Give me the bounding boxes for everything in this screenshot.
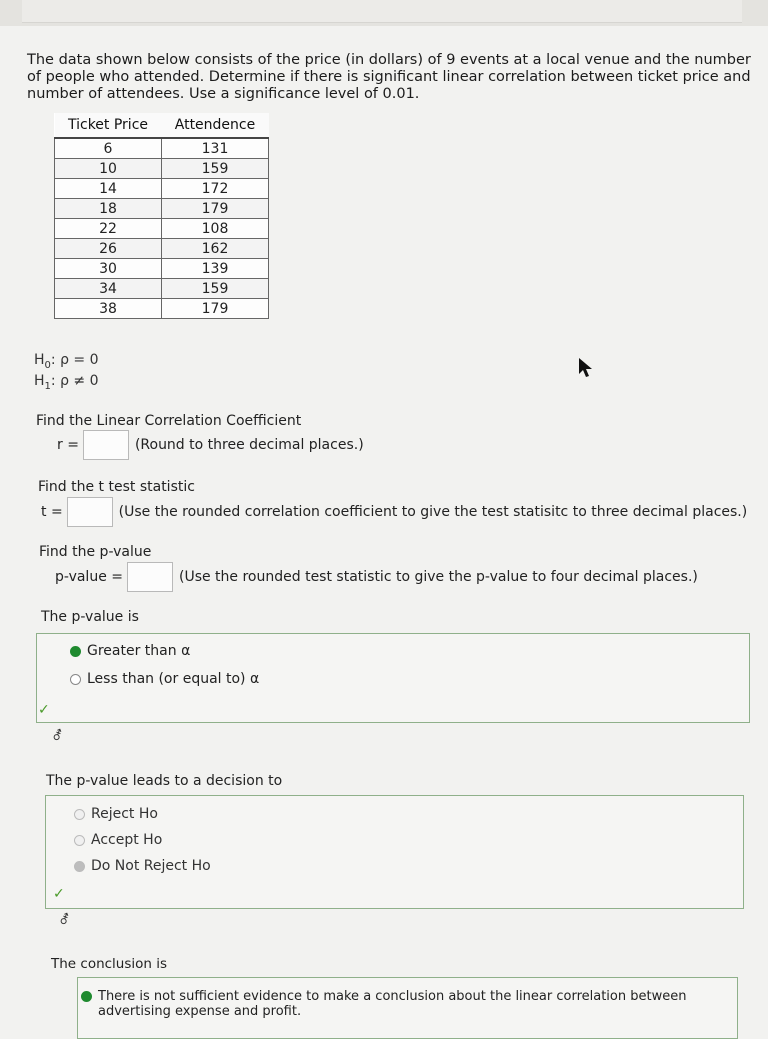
compare-title: The p-value is xyxy=(41,609,139,625)
p-title: Find the p-value xyxy=(39,544,152,560)
alt-hypothesis: $H_1$: ρ ≠ 0 xyxy=(34,373,99,392)
price-cell: 14 xyxy=(55,179,162,199)
price-cell: 34 xyxy=(55,279,162,299)
t-label: t = xyxy=(41,504,63,520)
table-row xyxy=(55,199,269,219)
table-row xyxy=(55,219,269,239)
table-row xyxy=(55,259,269,279)
t-hint: (Use the rounded correlation coefficient to give the test statisitc to three decimal places.) xyxy=(118,504,748,520)
option-accept-ho[interactable]: Accept Ho xyxy=(74,832,162,848)
option-less-than[interactable]: Less than (or equal to) α xyxy=(70,671,259,687)
check-icon: ✓ xyxy=(38,702,50,718)
attendance-cell: 162 xyxy=(162,239,269,259)
decision-title: The p-value leads to a decision to xyxy=(46,773,283,789)
table-row xyxy=(55,138,269,159)
price-cell: 26 xyxy=(55,239,162,259)
question-text: The data shown below consists of the price (in dollars) of 9 events at a local venue and the number of people who attended. Determine if there is significant linear correlation between ticket price and number of attendees. Use a significance level of 0.01. xyxy=(27,52,751,102)
conclusion-option[interactable]: There is not sufficient evidence to make a conclusion about the linear correlation between advertising expense and profit. xyxy=(81,989,721,1019)
conclusion-title: The conclusion is xyxy=(51,956,168,972)
r-label: r = xyxy=(57,437,79,453)
top-bar xyxy=(0,0,768,26)
attendance-cell: 108 xyxy=(162,219,269,239)
attendance-cell: 139 xyxy=(162,259,269,279)
option-do-not-reject-ho[interactable]: Do Not Reject Ho xyxy=(74,858,211,874)
t-title: Find the t test statistic xyxy=(38,479,195,495)
p-hint: (Use the rounded test statistic to give the p-value to four decimal places.) xyxy=(178,569,698,585)
r-answer-row xyxy=(57,430,364,460)
price-cell: 6 xyxy=(55,138,162,159)
r-input[interactable] xyxy=(83,430,129,460)
attendance-cell: 159 xyxy=(162,159,269,179)
gender-icon: ⚦ xyxy=(59,913,70,928)
r-hint: (Round to three decimal places.) xyxy=(134,437,364,453)
p-answer-row xyxy=(55,562,698,592)
price-cell: 22 xyxy=(55,219,162,239)
table-row xyxy=(55,179,269,199)
attendance-cell: 179 xyxy=(162,199,269,219)
table-row xyxy=(55,299,269,319)
option-greater-than[interactable]: Greater than α xyxy=(70,643,190,659)
attendance-cell: 172 xyxy=(162,179,269,199)
attendance-cell: 159 xyxy=(162,279,269,299)
radio-unselected[interactable] xyxy=(74,809,85,820)
p-value-input[interactable] xyxy=(127,562,173,592)
attendance-cell: 131 xyxy=(162,138,269,159)
t-answer-row xyxy=(41,497,747,527)
radio-selected[interactable] xyxy=(81,991,92,1002)
radio-unselected[interactable] xyxy=(74,835,85,846)
table-header-price: Ticket Price xyxy=(55,113,162,138)
gender-icon: ⚦ xyxy=(52,729,63,744)
radio-unselected[interactable] xyxy=(70,674,81,685)
option-reject-ho[interactable]: Reject Ho xyxy=(74,806,158,822)
table-header-attendance: Attendence xyxy=(162,113,269,138)
price-cell: 10 xyxy=(55,159,162,179)
price-cell: 38 xyxy=(55,299,162,319)
table-row xyxy=(55,239,269,259)
t-input[interactable] xyxy=(67,497,113,527)
price-cell: 30 xyxy=(55,259,162,279)
radio-selected[interactable] xyxy=(70,646,81,657)
data-table xyxy=(54,113,269,319)
price-cell: 18 xyxy=(55,199,162,219)
null-hypothesis: $H_0$: ρ = 0 xyxy=(34,352,99,371)
mouse-cursor-icon xyxy=(575,356,597,378)
attendance-cell: 179 xyxy=(162,299,269,319)
radio-selected[interactable] xyxy=(74,861,85,872)
check-icon: ✓ xyxy=(53,886,65,902)
p-label: p-value = xyxy=(55,569,123,585)
r-title: Find the Linear Correlation Coefficient xyxy=(36,413,302,429)
table-row xyxy=(55,279,269,299)
table-row xyxy=(55,159,269,179)
